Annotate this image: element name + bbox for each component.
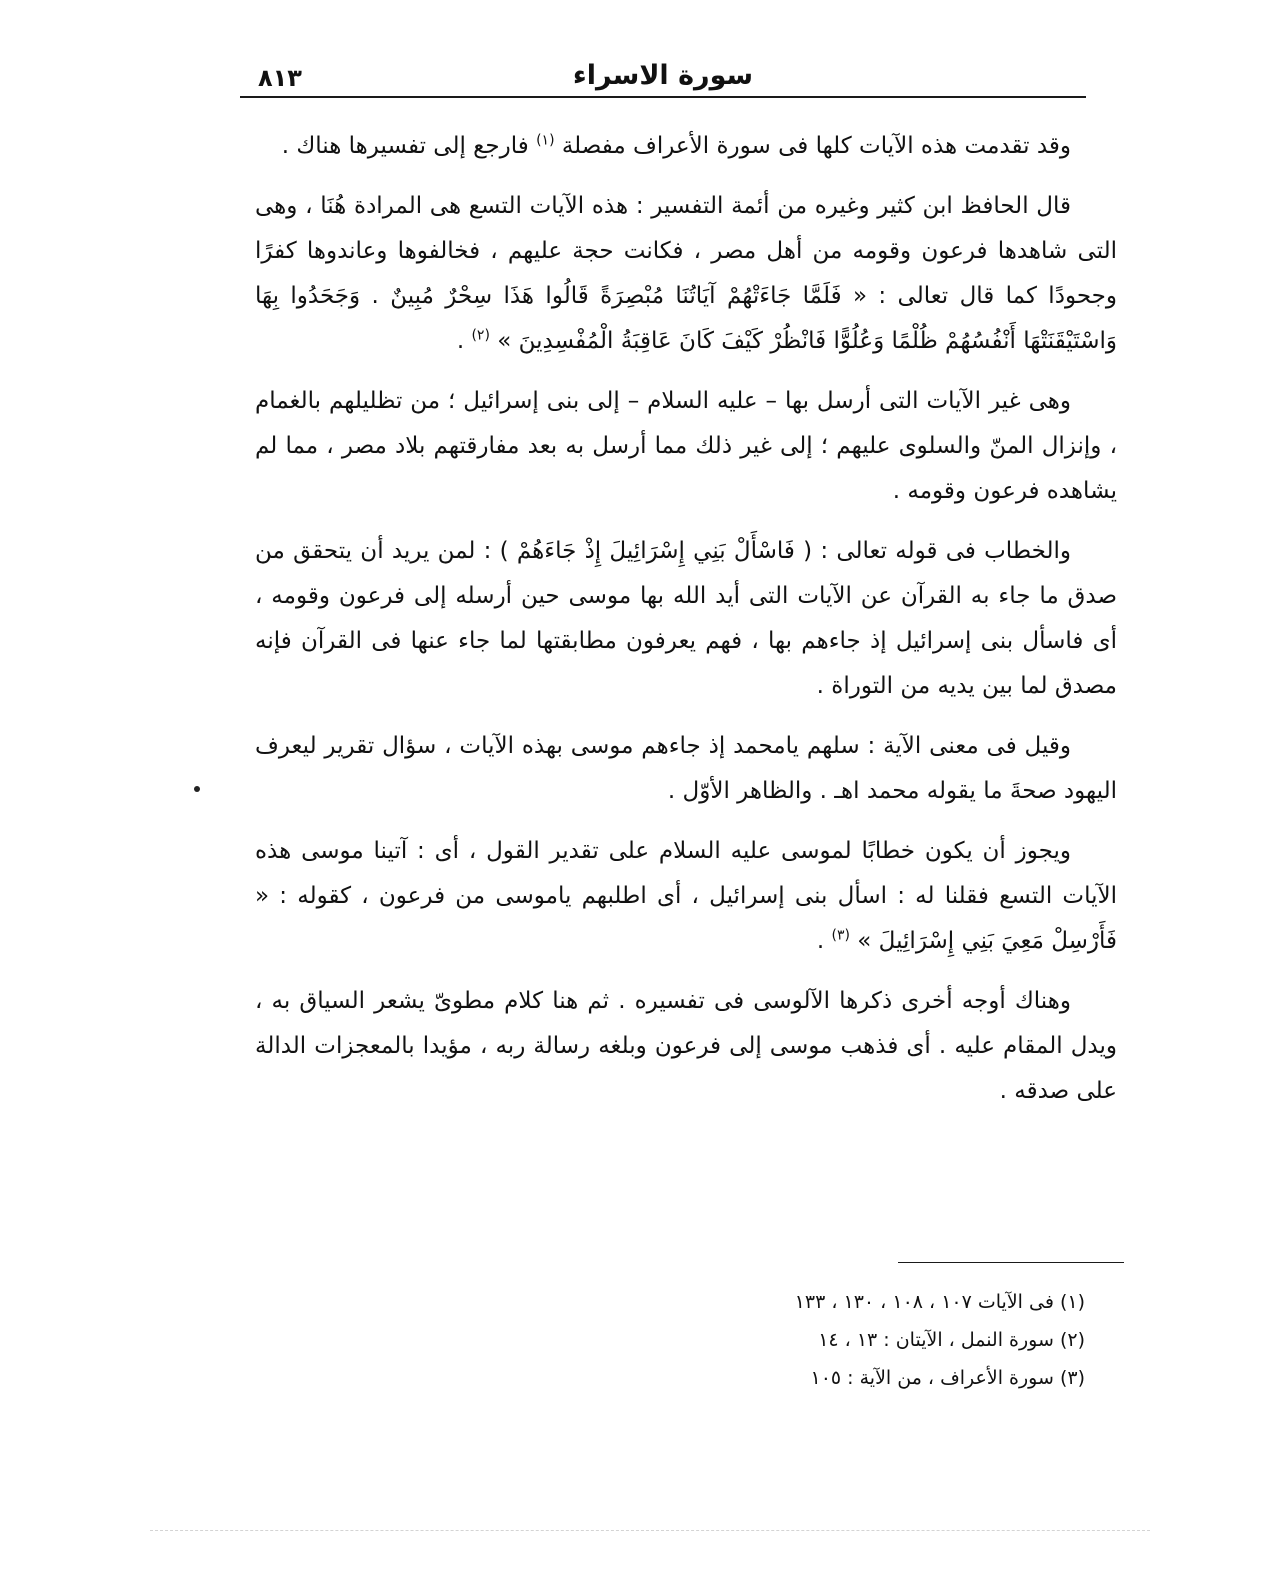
- paragraph: [255, 124, 1117, 169]
- paragraph: [255, 979, 1117, 1114]
- paragraph-text: وهناك أوجه أخرى ذكرها الآلوسى فى تفسيره . ثم هنا كلام مطوىّ يشعر السياق به ، ويدل المقام عليه . أى فذهب موسى إلى فرعون وبلغه رسالة ربه ، مؤيدا بالمعجزات الدالة على صدقه .: [255, 988, 1117, 1104]
- scan-edge-line: [150, 1530, 1150, 1531]
- paragraph: [255, 379, 1117, 514]
- page-header: [240, 58, 1086, 98]
- footnote-ref: (١): [536, 132, 555, 149]
- paragraph: [255, 529, 1117, 709]
- footnote-divider: [898, 1262, 1124, 1263]
- footnotes: [520, 1283, 1085, 1397]
- paragraph: [255, 829, 1117, 964]
- footnote-ref: (٢): [471, 327, 490, 344]
- page-number: ٨١٣: [258, 64, 302, 92]
- footnote: (٣) سورة الأعراف ، من الآية : ١٠٥: [810, 1367, 1085, 1389]
- scan-speck: [194, 786, 200, 792]
- paragraph: [255, 184, 1117, 364]
- footnote: (١) فى الآيات ١٠٧ ، ١٠٨ ، ١٣٠ ، ١٣٣: [794, 1291, 1085, 1313]
- paragraph-text: وهى غير الآيات التى أرسل بها – عليه السلام – إلى بنى إسرائيل ؛ من تظليلهم بالغمام ، وإنزال المنّ والسلوى عليهم ؛ إلى غير ذلك مما أرسل به بعد مفارقتهم بلاد مصر ، مما لم يشاهده فرعون وقومه .: [255, 388, 1117, 504]
- paragraph: [255, 724, 1117, 814]
- paragraph-text-continued: فارجع إلى تفسيرها هناك .: [281, 133, 537, 159]
- paragraph-text-continued: .: [456, 328, 472, 354]
- footnote-ref: (٣): [831, 927, 850, 944]
- paragraph-text-continued: .: [816, 928, 832, 954]
- main-text: [255, 124, 1117, 1129]
- paragraph-text: قال الحافظ ابن كثير وغيره من أئمة التفسير : هذه الآيات التسع هى المرادة هُنَا ، وهى التى شاهدها فرعون وقومه من أهل مصر ، فكانت حجة عليهم ، فخالفوها وعاندوها كفرًا وجحودًا كما قال تعالى : « فَلَمَّا جَاءَتْهُمْ آيَاتُنَا مُبْصِرَةً قَالُوا هَذَا سِحْرٌ مُبِينٌ . وَجَحَدُوا بِهَا وَاسْتَيْقَنَتْهَا أَنْفُسُهُمْ ظُلْمًا وَعُلُوًّا فَانْظُرْ كَيْفَ كَانَ عَاقِبَةُ الْمُفْسِدِينَ »: [255, 193, 1117, 354]
- footnote: (٢) سورة النمل ، الآيتان : ١٣ ، ١٤: [818, 1329, 1085, 1351]
- paragraph-text: ويجوز أن يكون خطابًا لموسى عليه السلام على تقدير القول ، أى : آتينا موسى هذه الآيات التسع فقلنا له : اسأل بنى إسرائيل ، أى اطلبهم ياموسى من فرعون ، كقوله : « فَأَرْسِلْ مَعِيَ بَنِي إِسْرَائِيلَ »: [255, 838, 1117, 954]
- paragraph-text: وقيل فى معنى الآية : سلهم يامحمد إذ جاءهم موسى بهذه الآيات ، سؤال تقرير ليعرف اليهود صحةَ ما يقوله محمد اهـ . والظاهر الأوّل .: [255, 733, 1117, 804]
- paragraph-text: وقد تقدمت هذه الآيات كلها فى سورة الأعراف مفصلة: [561, 133, 1071, 159]
- paragraph-text: والخطاب فى قوله تعالى : ( فَاسْأَلْ بَنِي إِسْرَائِيلَ إِذْ جَاءَهُمْ ) : لمن يريد أن يتحقق من صدق ما جاء به القرآن عن الآيات التى أيد الله بها موسى حين أرسله إلى فرعون وقومه ، أى فاسأل بنى إسرائيل إذ جاءهم بها ، فهم يعرفون مطابقتها لما جاء عنها فى القرآن فإنه مصدق لما بين يديه من التوراة .: [255, 538, 1117, 699]
- running-title: سورة الاسراء: [572, 60, 754, 91]
